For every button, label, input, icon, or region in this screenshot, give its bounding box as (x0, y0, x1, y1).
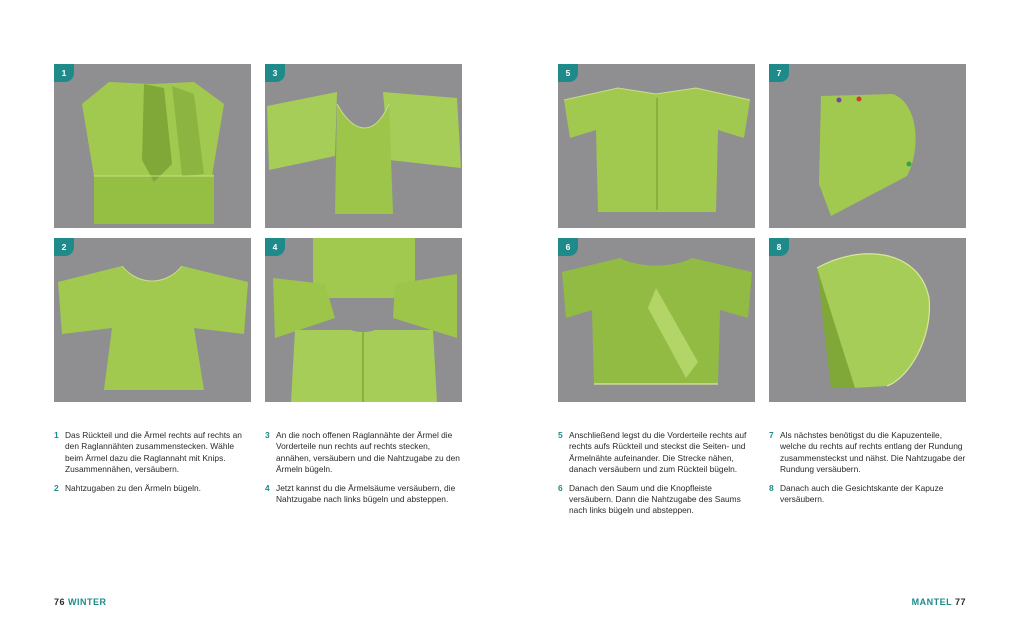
step-4 (265, 483, 465, 506)
step-photo-2 (54, 238, 251, 402)
footer-right (912, 597, 966, 607)
step-text: Danach den Saum und die Knopfleiste versäubern. Dann die Nahtzugabe des Saums nach links bügeln und absteppen. (569, 482, 741, 516)
garment-illustration (54, 64, 251, 228)
step-photo-1 (54, 64, 251, 228)
step-photo-3 (265, 64, 462, 228)
steps-column-2 (265, 430, 465, 512)
garment-illustration (265, 64, 462, 228)
step-badge: 1 (54, 64, 74, 82)
step-text: Nahtzugaben zu den Ärmeln bügeln. (65, 482, 201, 493)
step-text: Anschließend legst du die Vorderteile rechts auf rechts aufs Rückteil und steckst die Seiten- und Ärmelnähte aufeinander. Die Strecke nähen, danach versäubern und zum Rückteil bügeln. (569, 430, 747, 475)
step-number: 3 (265, 430, 270, 440)
garment-illustration (558, 64, 755, 228)
step-number: 6 (558, 482, 563, 493)
footer-left (54, 597, 107, 607)
step-badge: 4 (265, 238, 285, 256)
garment-illustration (54, 238, 251, 402)
steps-column-3 (558, 430, 758, 524)
step-5 (558, 430, 758, 476)
section-title-right: MANTEL (911, 597, 952, 607)
step-badge: 8 (769, 238, 789, 256)
step-badge: 5 (558, 64, 578, 82)
step-text: An die noch offenen Raglannähte der Ärmel die Vorderteile nun rechts auf rechts stecken, annähen, versäubern und die Nahtzugabe zu den Ärmeln bügeln. (276, 430, 460, 475)
step-text: Danach auch die Gesichtskante der Kapuze versäubern. (780, 482, 944, 505)
step-8 (769, 483, 969, 506)
step-badge: 2 (54, 238, 74, 256)
step-photo-7 (769, 64, 966, 228)
garment-illustration (769, 64, 966, 228)
step-number: 5 (558, 430, 563, 440)
garment-illustration (558, 238, 755, 402)
page-number-left: 76 (54, 597, 66, 607)
step-number: 4 (265, 482, 270, 493)
step-photo-4 (265, 238, 462, 402)
step-text: Als nächstes benötigst du die Kapuzenteile, welche du rechts auf rechts entlang der Rundung zusammensteckst und nähst. Die Nahtzugabe der Rundung versäubern. (780, 430, 966, 475)
step-text: Jetzt kannst du die Ärmelsäume versäubern, die Nahtzugabe nach links bügeln und absteppen. (276, 482, 456, 505)
steps-column-1 (54, 430, 254, 501)
step-text: Das Rückteil und die Ärmel rechts auf rechts an den Raglannähten zusammenstecken. Wähle beim Ärmel dazu die Raglannaht mit Knips. Zusammennähen, versäubern. (65, 430, 242, 475)
step-6 (558, 483, 758, 517)
page-number-right: 77 (954, 597, 966, 607)
step-2 (54, 483, 254, 494)
step-badge: 7 (769, 64, 789, 82)
step-photo-8 (769, 238, 966, 402)
step-number: 8 (769, 482, 774, 493)
step-1 (54, 430, 254, 476)
garment-illustration (265, 238, 462, 402)
steps-column-4 (769, 430, 969, 512)
section-title-left: WINTER (68, 597, 107, 607)
garment-illustration (769, 238, 966, 402)
step-7 (769, 430, 969, 476)
step-number: 1 (54, 430, 59, 440)
step-number: 7 (769, 430, 774, 440)
step-badge: 3 (265, 64, 285, 82)
step-number: 2 (54, 482, 59, 493)
step-photo-5 (558, 64, 755, 228)
step-3 (265, 430, 465, 476)
step-badge: 6 (558, 238, 578, 256)
step-photo-6 (558, 238, 755, 402)
